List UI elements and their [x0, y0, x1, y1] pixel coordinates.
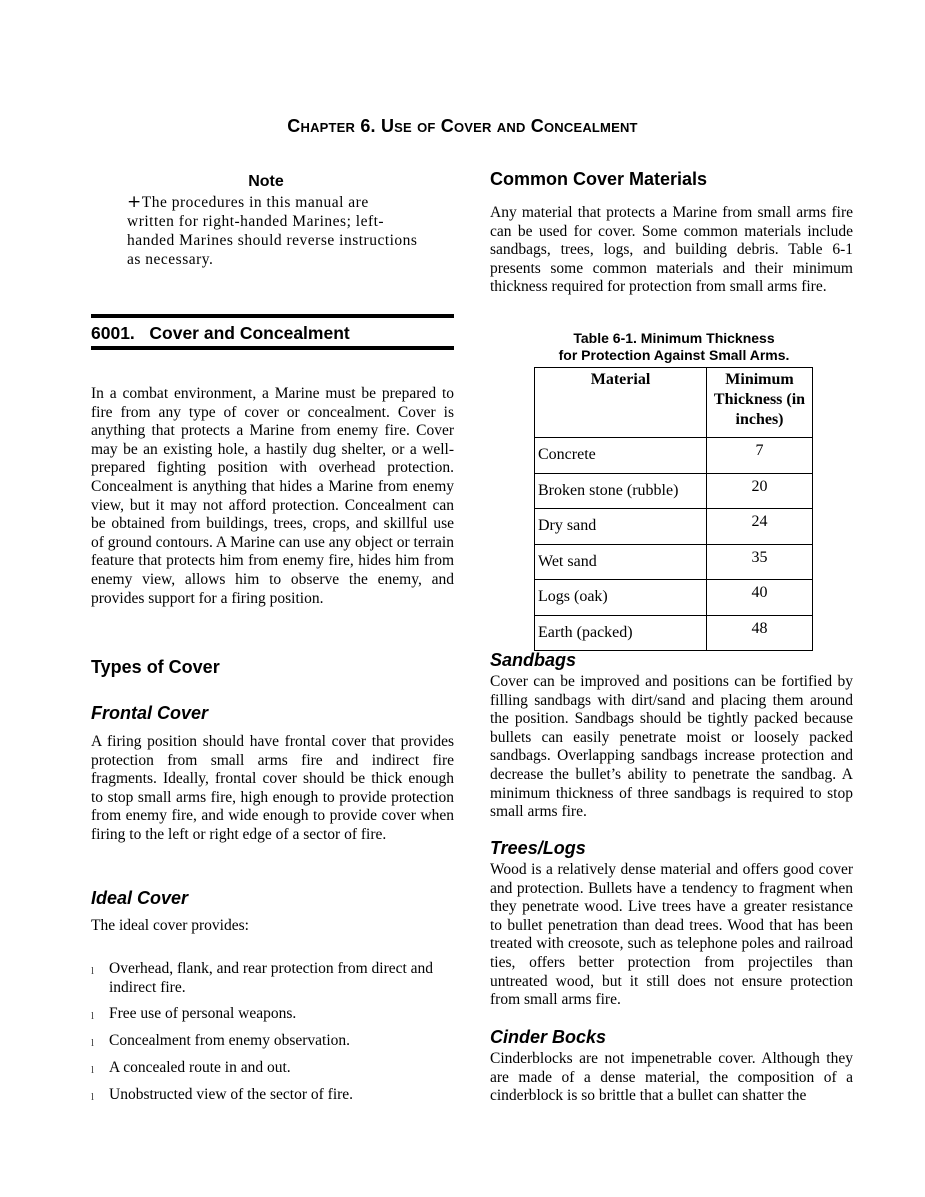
table-row: Broken stone (rubble) 20: [535, 473, 813, 509]
list-item: l Free use of personal weapons.: [91, 1005, 454, 1024]
chapter-title: Chapter 6. Use of Cover and Concealment: [287, 116, 638, 136]
table-row: Earth (packed) 48: [535, 615, 813, 651]
bullet-mark: l: [91, 965, 95, 977]
cinder-blocks-heading: Cinder Bocks: [490, 1027, 607, 1047]
section-rule-top: [91, 314, 454, 318]
bullet-mark: l: [91, 1010, 95, 1022]
list-item: l Overhead, flank, and rear protection from direct and indirect fire.: [91, 960, 434, 996]
bullet-mark: l: [91, 1037, 95, 1049]
ideal-cover-heading: Ideal Cover: [91, 888, 189, 908]
section-intro: In a combat environment, a Marine must be prepared to fire from any type of cover or concealment. Cover is anything that protects a Marine from enemy fire. Cover may be an existing hole, a hastily dug shelter, or a well-prepared fighting position with overhead protection. Concealment is anything that hides a Marine from enemy view, but it may not afford protection. Concealment can be obtained from buildings, trees, crops, and skillful use of ground contours. A Marine can use any object or terrain feature that protects him from enemy fire, hides him from enemy view, allows him to observe the enemy, and provides support for a firing position.: [91, 385, 454, 607]
sandbags-text: Cover can be improved and positions can be fortified by filling sandbags with dirt/sand and placing them around the position. Sandbags should be tightly packed because bullets can easily penetrate moist or loosely packed sandbags. Overlapping sandbags increase protection and decrease the bullet’s ability to penetrate the sandbag. A minimum thickness of three sandbags is required to stop small arms fire.: [490, 673, 853, 821]
section-rule-bottom: [91, 346, 454, 350]
section-title: Cover and Concealment: [149, 323, 350, 343]
bullet-mark: l: [91, 1064, 95, 1076]
note-text: [127, 193, 419, 269]
list-item: l A concealed route in and out.: [91, 1059, 454, 1078]
note-plus-icon: +: [127, 192, 142, 212]
section-heading: [91, 323, 350, 344]
note-title: Note: [248, 173, 284, 190]
common-materials-text: Any material that protects a Marine from small arms fire can be used for cover. Some common materials include sandbags, trees, logs, and building debris. Table 6-1 presents some common materials and their minimum thickness required for protection from small arms fire.: [490, 204, 853, 296]
table-caption: Table 6-1. Minimum Thickness for Protection Against Small Arms.: [558, 330, 790, 363]
table-row: Concrete 7: [535, 438, 813, 474]
cinder-blocks-text: Cinderblocks are not impenetrable cover. Although they are made of a dense material, the composition of a cinderblock is so brittle that a bullet can shatter the: [490, 1050, 853, 1105]
table-row: Dry sand 24: [535, 509, 813, 545]
list-item: l Concealment from enemy observation.: [91, 1032, 454, 1051]
table-row: Logs (oak) 40: [535, 580, 813, 616]
frontal-cover-heading: Frontal Cover: [91, 703, 209, 723]
note-body: The procedures in this manual are written for right-handed Marines; left-handed Marines should reverse instructions as necessary.: [127, 194, 418, 268]
types-of-cover-heading: Types of Cover: [91, 657, 220, 677]
table-row: Wet sand 35: [535, 544, 813, 580]
bullet-mark: l: [91, 1091, 95, 1103]
section-number: 6001.: [91, 323, 135, 343]
col-thickness-header: Minimum Thickness (in inches): [707, 368, 813, 438]
common-materials-heading: Common Cover Materials: [490, 169, 708, 189]
frontal-cover-text: A firing position should have frontal cover that provides protection from small arms fire and indirect fire fragments. Ideally, frontal cover should be thick enough to stop small arms fire, high enough to provide protection from enemy fire, and wide enough to provide cover when firing to the left or right edge of a sector of fire.: [91, 733, 454, 843]
sandbags-heading: Sandbags: [490, 650, 577, 670]
list-item: l Unobstructed view of the sector of fire.: [91, 1086, 454, 1105]
trees-logs-heading: Trees/Logs: [490, 838, 586, 858]
trees-logs-text: Wood is a relatively dense material and offers good cover and protection. Bullets have a tendency to fragment when they penetrate wood. Live trees have a greater resistance to bullet penetration than dead trees. Wood that has been treated with creosote, such as telephone poles and railroad ties, offers better protection from projectiles than untreated wood, but it still does not ensure protection from small arms fire.: [490, 861, 853, 1009]
ideal-cover-intro: The ideal cover provides:: [91, 917, 249, 934]
col-material-header: Material: [535, 368, 707, 438]
thickness-table: [534, 367, 813, 651]
table-header-row: [535, 368, 813, 438]
